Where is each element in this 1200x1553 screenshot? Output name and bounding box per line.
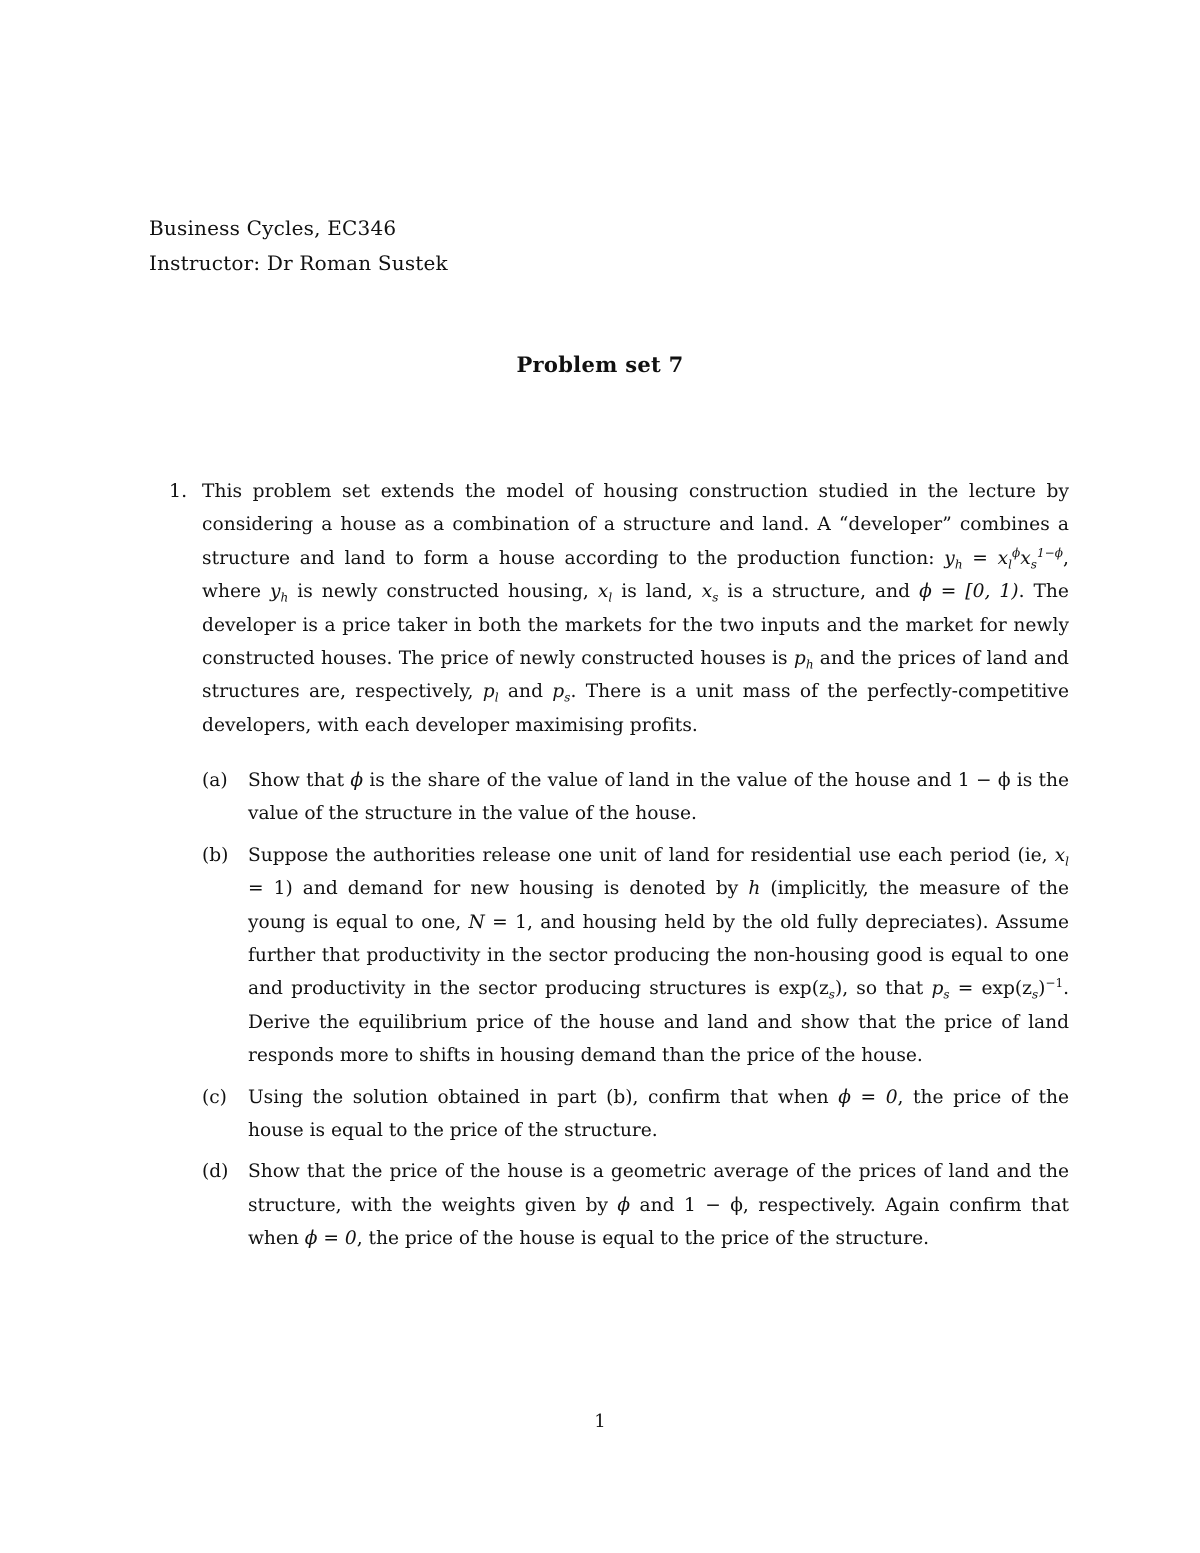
- course-title: Business Cycles, EC346: [149, 216, 397, 240]
- page-title: Problem set 7: [516, 352, 684, 377]
- part-c-text: Using the solution obtained in part (b), confirm that when ϕ = 0, the price of the house is equal to the price of the structure.: [248, 1086, 1070, 1142]
- problem-number: 1.: [169, 480, 188, 502]
- part-c: [202, 1081, 1069, 1148]
- part-b-label: (b): [202, 844, 229, 866]
- part-d-text: Show that the price of the house is a geometric average of the prices of land and the structure, with the weights given by ϕ and 1 − ϕ, respectively. Again confirm that when ϕ = 0, the price of the house is equal to the price of the structure.: [248, 1161, 1069, 1250]
- part-d: [202, 1155, 1069, 1255]
- problem-1: [149, 475, 1069, 742]
- part-c-label: (c): [202, 1086, 227, 1108]
- part-a-label: (a): [202, 770, 228, 791]
- part-b-text: Suppose the authorities release one unit of land for residential use each period (ie, $x_l = 1$) and demand for new housing is denoted by h (implicitly, the measure of the young is equal to one, N = 1, and housing held by the old fully depreciates). Assume further that productivity in the sector producing the non-housing good is equal to one and productivity in the sector producing structures is $\exp(z_s)$, so that $p_s = \exp(z_s)^{-1}$. Derive the equilibrium price of the house and land and show that the price of land responds more to shifts in housing demand than the price of the house.: [248, 844, 1070, 1067]
- subitems-list: [149, 764, 1069, 1256]
- problem-intro: This problem set extends the model of housing construction studied in the lecture by considering a house as a combination of a structure and land. A “developer” combines a structure and land to form a house according to the production function: $y_h = x_l^\phi x_s^{1-\phi}$, where $y_h$ is newly constructed housing, $x_l$ is land, $x_s$ is a structure, and ϕ = [0, 1). The developer is a price taker in both the markets for the two inputs and the market for newly constructed houses. The price of newly constructed houses is $p_h$ and the prices of land and structures are, respectively, $p_l$ and $p_s$. There is a unit mass of the perfectly-competitive developers, with each developer maximising profits.: [202, 481, 1069, 736]
- part-d-label: (d): [202, 1161, 229, 1183]
- part-a: [202, 764, 1069, 831]
- part-a-text: Show that ϕ is the share of the value of land in the value of the house and 1 − ϕ is the value of the structure in the value of the house.: [248, 770, 1069, 825]
- page-number: 1: [594, 1411, 606, 1432]
- part-b: [202, 839, 1069, 1073]
- instructor-line: Instructor: Dr Roman Sustek: [149, 251, 448, 275]
